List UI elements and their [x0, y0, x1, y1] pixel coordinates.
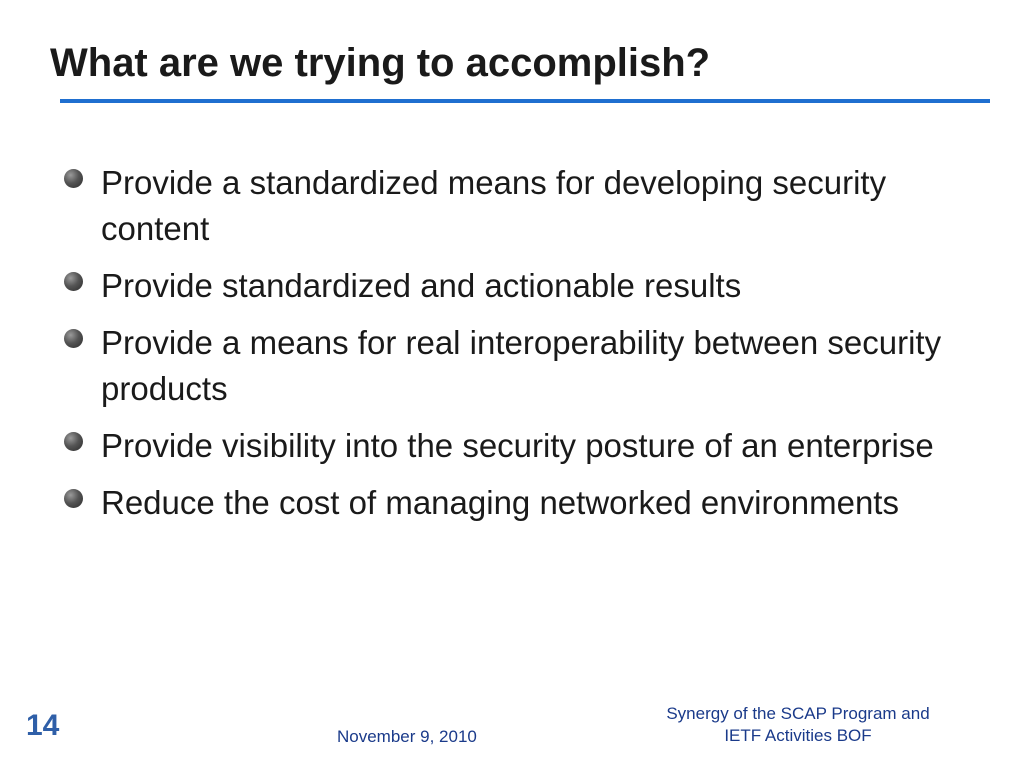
slide-title: What are we trying to accomplish? [50, 41, 711, 85]
bullet-text: Provide a standardized means for developing security content [101, 164, 887, 247]
bullet-text: Provide visibility into the security posture of an enterprise [101, 427, 934, 464]
page-number: 14 [26, 709, 60, 742]
bullet-text: Provide standardized and actionable results [101, 267, 742, 304]
title-underline-rule [60, 99, 990, 103]
bullet-dot-icon [64, 489, 83, 508]
bullet-dot-icon [64, 329, 83, 348]
bullet-dot-icon [64, 432, 83, 451]
bullet-item [64, 480, 984, 526]
bullet-item [64, 160, 984, 252]
footer-presentation-title [628, 703, 968, 747]
bullet-item [64, 423, 984, 469]
bullet-text: Provide a means for real interoperability between security products [101, 324, 942, 407]
bullet-item [64, 320, 984, 412]
bullet-dot-icon [64, 272, 83, 291]
footer-title-line-1: Synergy of the SCAP Program and [666, 704, 930, 723]
footer-title-line-2: IETF Activities BOF [724, 726, 872, 745]
bullet-item [64, 263, 984, 309]
footer-date: November 9, 2010 [337, 727, 477, 746]
bullet-text: Reduce the cost of managing networked environments [101, 484, 899, 521]
bullet-dot-icon [64, 169, 83, 188]
bullet-list [64, 160, 984, 537]
